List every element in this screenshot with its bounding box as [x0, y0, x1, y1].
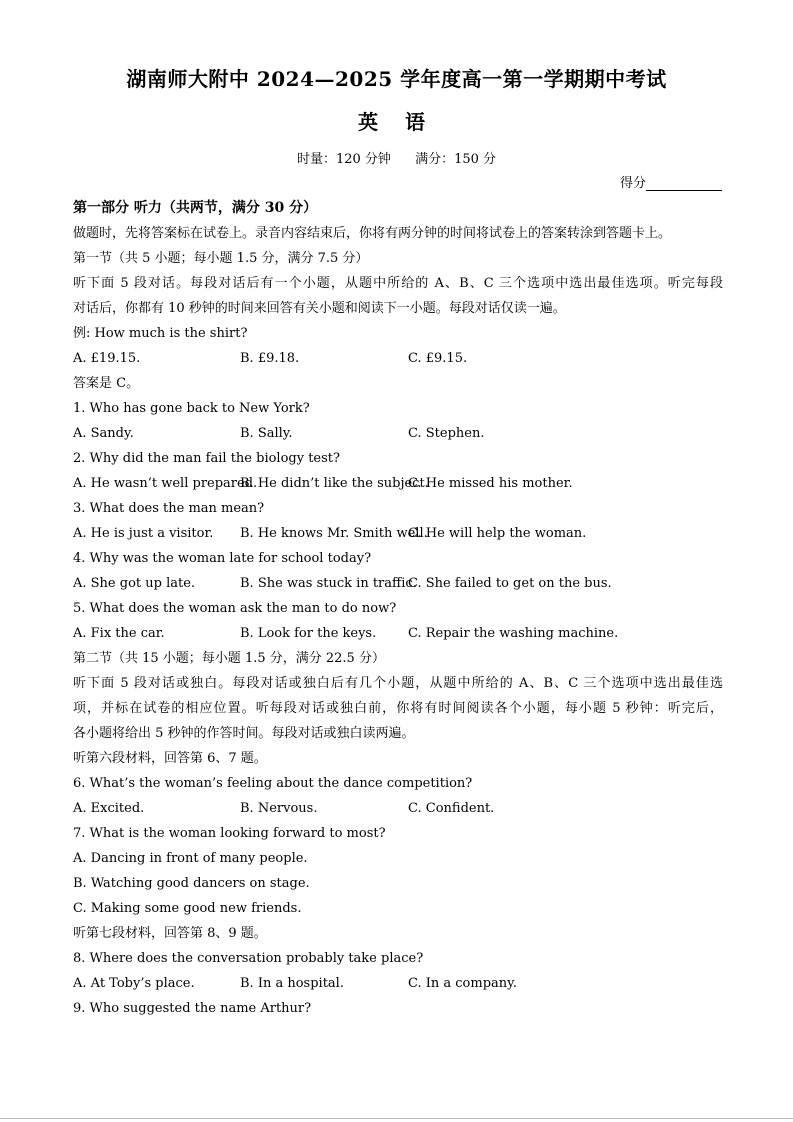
- option-c: C. In a company.: [408, 976, 517, 991]
- section2-instruction-line3: 各小题将给出 5 秒钟的作答时间。每段对话或独白读两遍。: [73, 726, 415, 741]
- question-4-options: [73, 571, 723, 596]
- example-answer: 答案是 C。: [73, 376, 140, 391]
- section2-instruction-line1: 听下面 5 段对话或独白。每段对话或独白后有几个小题，从题中所给的 A、B、C 三个选项中选出最佳选: [73, 676, 723, 691]
- option-b: B. In a hospital.: [240, 976, 344, 991]
- option-c: C. Stephen.: [408, 426, 485, 441]
- question-2-options: [73, 471, 723, 496]
- exam-content: [73, 196, 723, 1021]
- option-c: C. He will help the woman.: [408, 526, 587, 541]
- example-question: 例: How much is the shirt?: [73, 326, 248, 341]
- option-a: A. £19.15.: [73, 351, 141, 366]
- option-a: A. He is just a visitor.: [73, 526, 214, 541]
- question-9: 9. Who suggested the name Arthur?: [73, 1001, 312, 1016]
- score-blank: [646, 176, 722, 191]
- subject-title: 英 语: [358, 110, 435, 134]
- question-1-options: [73, 421, 723, 446]
- question-5: 5. What does the woman ask the man to do now?: [73, 601, 397, 616]
- section2-instruction-line2: 项，并标在试卷的相应位置。听每段对话或独白前，你将有时间阅读各个小题，每小题 5 秒钟：听完后，: [73, 701, 723, 716]
- question-8-options: [73, 971, 723, 996]
- question-5-options: [73, 621, 723, 646]
- question-3-options: [73, 521, 723, 546]
- option-b: B. He knows Mr. Smith well.: [240, 526, 428, 541]
- section1-instruction-line2: 对话后，你都有 10 秒钟的时间来回答有关小题和阅读下一小题。每段对话仅读一遍。: [73, 301, 566, 316]
- section2-heading: 第二节（共 15 小题；每小题 1.5 分，满分 22.5 分）: [73, 651, 385, 666]
- exam-timing: [0, 148, 793, 167]
- part1-instruction: 做题时，先将答案标在试卷上。录音内容结束后，你将有两分钟的时间将试卷上的答案转涂到答题卡上。: [73, 226, 672, 241]
- question-6-options: [73, 796, 723, 821]
- material-6-note: 听第六段材料，回答第 6、7 题。: [73, 751, 267, 766]
- option-b: B. Sally.: [240, 426, 293, 441]
- question-6: 6. What’s the woman’s feeling about the dance competition?: [73, 776, 473, 791]
- option-a: A. Fix the car.: [73, 626, 165, 641]
- option-a: A. He wasn’t well prepared.: [73, 476, 258, 491]
- option-b: B. Nervous.: [240, 801, 318, 816]
- option-b: B. He didn’t like the subject.: [240, 476, 429, 491]
- question-7-option-b: B. Watching good dancers on stage.: [73, 876, 310, 891]
- time-limit: 时量：120 分钟: [296, 152, 391, 167]
- option-b: B. £9.18.: [240, 351, 300, 366]
- question-8: 8. Where does the conversation probably take place?: [73, 951, 424, 966]
- score-field: [620, 172, 722, 191]
- question-2: 2. Why did the man fail the biology test?: [73, 451, 340, 466]
- question-7-option-c: C. Making some good new friends.: [73, 901, 302, 916]
- option-c: C. Confident.: [408, 801, 495, 816]
- score-label: 得分: [619, 176, 646, 191]
- question-1: 1. Who has gone back to New York?: [73, 401, 310, 416]
- full-score: 满分：150 分: [415, 152, 497, 167]
- option-c: C. £9.15.: [408, 351, 468, 366]
- material-7-note: 听第七段材料，回答第 8、9 题。: [73, 926, 267, 941]
- section1-instruction-line1: 听下面 5 段对话。每段对话后有一个小题，从题中所给的 A、B、C 三个选项中选出最佳选项。听完每段: [73, 276, 723, 291]
- question-4: 4. Why was the woman late for school today?: [73, 551, 372, 566]
- option-b: B. Look for the keys.: [240, 626, 377, 641]
- option-a: A. At Toby’s place.: [73, 976, 195, 991]
- question-7-option-a: A. Dancing in front of many people.: [73, 851, 308, 866]
- option-c: C. Repair the washing machine.: [408, 626, 619, 641]
- option-a: A. Excited.: [73, 801, 145, 816]
- option-b: B. She was stuck in traffic.: [240, 576, 417, 591]
- option-c: C. She failed to get on the bus.: [408, 576, 612, 591]
- question-7: 7. What is the woman looking forward to most?: [73, 826, 386, 841]
- part1-heading: 第一部分 听力（共两节，满分 30 分）: [73, 200, 318, 216]
- option-c: C. He missed his mother.: [408, 476, 573, 491]
- section1-heading: 第一节（共 5 小题；每小题 1.5 分，满分 7.5 分）: [73, 251, 369, 266]
- option-a: A. She got up late.: [73, 576, 196, 591]
- exam-title: 湖南师大附中 2024—2025 学年度高一第一学期期中考试: [126, 67, 667, 91]
- question-3: 3. What does the man mean?: [73, 501, 265, 516]
- page-bottom-divider: [0, 1118, 793, 1119]
- example-options: [73, 346, 723, 371]
- option-a: A. Sandy.: [73, 426, 134, 441]
